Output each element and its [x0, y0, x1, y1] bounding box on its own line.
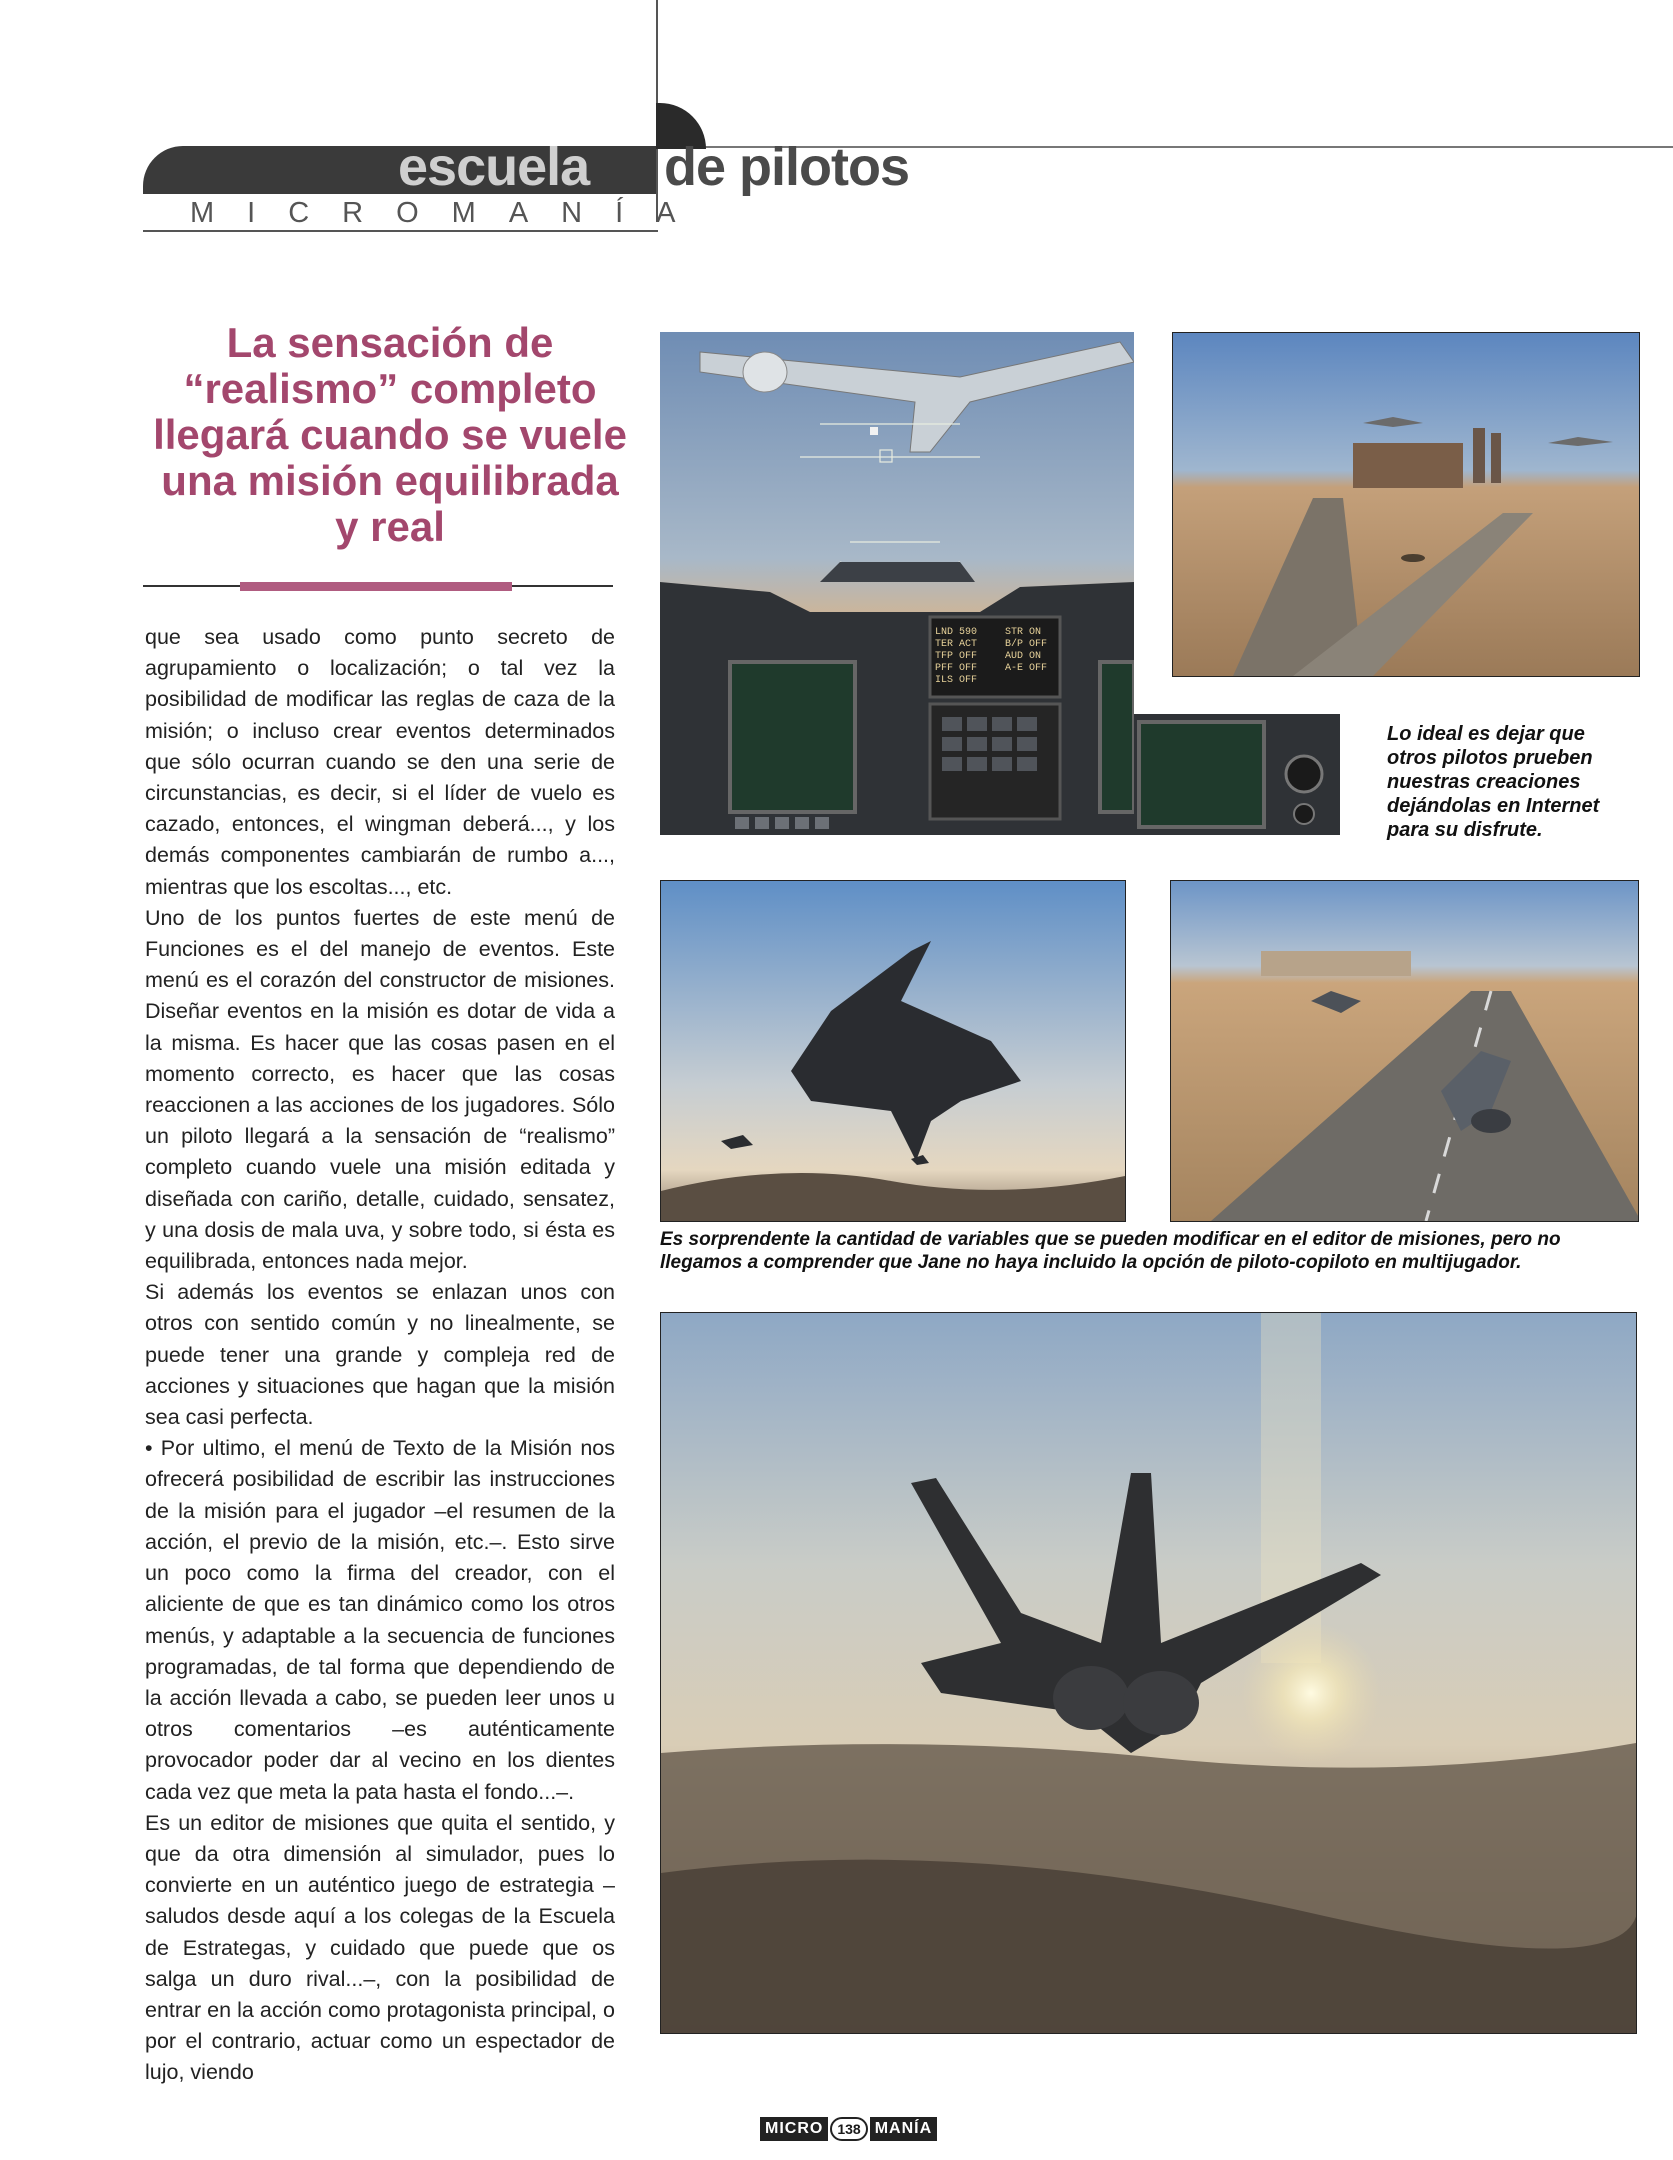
- body-paragraph: que sea usado como punto secreto de agrupamiento o localización; o tal vez la posibilidad de modificar las reglas de caza de la misión; o incluso crear eventos determinados que sólo ocurran cuando se den una serie de circunstancias, es decir, si el líder de vuelo es cazado, entonces, el wingman deberá..., y los demás componentes cambiarán de rumbo a..., mientras que los escoltas..., etc.: [145, 625, 615, 899]
- caption-right: Lo ideal es dejar que otros pilotos prueben nuestras creaciones dejándolas en Internet para su disfrute.: [1387, 723, 1600, 841]
- mfd-line: A-E OFF: [1005, 663, 1048, 674]
- mfd-line: AUD ON: [1005, 651, 1042, 662]
- magazine-name-spaced: MICROMANÍA: [190, 197, 709, 229]
- headline-rule-accent: [240, 582, 512, 591]
- caption-wide: Es sorprendente la cantidad de variables que se pueden modificar en el editor de misiones, pero no llegamos a comprender que Jane no haya incluido la opción de piloto-copiloto en multijugador.: [660, 1229, 1561, 1273]
- cockpit-panel-right: [1134, 714, 1340, 835]
- body-paragraph: Uno de los puntos fuertes de este menú de Funciones es el del manejo de eventos. Este menú es el corazón del constructor de misiones. Diseñar eventos en la misión es dotar de vida a la misma. Es hacer que las cosas pasen en el momento correcto, es hacer que las cosas reaccionen a las acciones de los jugadores. Sólo un piloto llegará a la sensación de “realismo” completo cuando vuele una misión editada y diseñada con cariño, detalle, cuidado, sensatez, y una dosis de mala uva, y sobre todo, si ésta es equilibrada, entonces nada mejor.: [145, 905, 615, 1274]
- cockpit-illustration: [660, 332, 1134, 835]
- mfd-line: TFP OFF: [935, 651, 978, 662]
- mfd-line: STR ON: [1005, 627, 1042, 638]
- footer-brand-right: MANÍA: [870, 2117, 937, 2141]
- desert-base-illustration: [1173, 333, 1639, 676]
- mfd-line: ILS OFF: [935, 675, 978, 686]
- page-number: 138: [830, 2117, 867, 2141]
- screenshot-desert-base: [1172, 332, 1640, 677]
- mfd-line: B/P OFF: [1005, 639, 1048, 650]
- body-paragraph: Si además los eventos se enlazan unos con otros con sentido común y no linealmente, se puede tener una grande y compleja red de acciones y situaciones que hagan que la misión sea casi perfecta.: [145, 1280, 615, 1430]
- article-body: [145, 622, 615, 2089]
- runway-illustration: [1171, 881, 1638, 1221]
- screenshot-cockpit-hud: [660, 332, 1134, 835]
- footer-brand-left: MICRO: [760, 2117, 828, 2141]
- body-paragraph: Es un editor de misiones que quita el sentido, y que da otra dimensión al simulador, pues lo convierte en un auténtico juego de estrategia –saludos desde aquí a los colegas de la Escuela de Estrategas, y cuidado que puede que os salga un duro rival...–, con la posibilidad de entrar en la acción como protagonista principal, o por el contrario, actuar como un espectador de lujo, viendo: [145, 1810, 615, 2085]
- screenshot-jet-silhouette: [660, 880, 1126, 1222]
- header-underline: [143, 230, 658, 232]
- section-title-de-pilotos: de pilotos: [664, 137, 909, 197]
- mfd-line: PFF OFF: [935, 663, 978, 674]
- jet-sunset-illustration: [661, 1313, 1636, 2033]
- article-headline: La sensación de “realismo” completo llegará cuando se vuele una misión equilibrada y real: [153, 319, 627, 550]
- screenshot-jet-sunset: [660, 1312, 1637, 2034]
- mfd-line: LND 590: [935, 627, 978, 638]
- body-paragraph: • Por ultimo, el menú de Texto de la Misión nos ofrecerá posibilidad de escribir las instrucciones de la misión para el jugador –el resumen de la acción, el previo de la misión, etc.–. Esto sirve un poco como la firma del creador, con el aliciente de que es tan dinámico como los otros menús, y adaptable a la secuencia de funciones programadas, de tal forma que dependiendo de la acción llevada a cabo, se pueden leer unos u otros comentarios –es auténticamente provocador poder dar al vecino en los dientes cada vez que meta la pata hasta el fondo...–.: [145, 1436, 615, 1804]
- footer-logo: [760, 2116, 937, 2142]
- jet-silhouette-illustration: [661, 881, 1125, 1221]
- section-title-escuela: escuela: [398, 137, 590, 197]
- screenshot-cockpit-extension: [1134, 714, 1340, 835]
- mfd-line: TER ACT: [935, 639, 978, 650]
- screenshot-runway-takeoff: [1170, 880, 1639, 1222]
